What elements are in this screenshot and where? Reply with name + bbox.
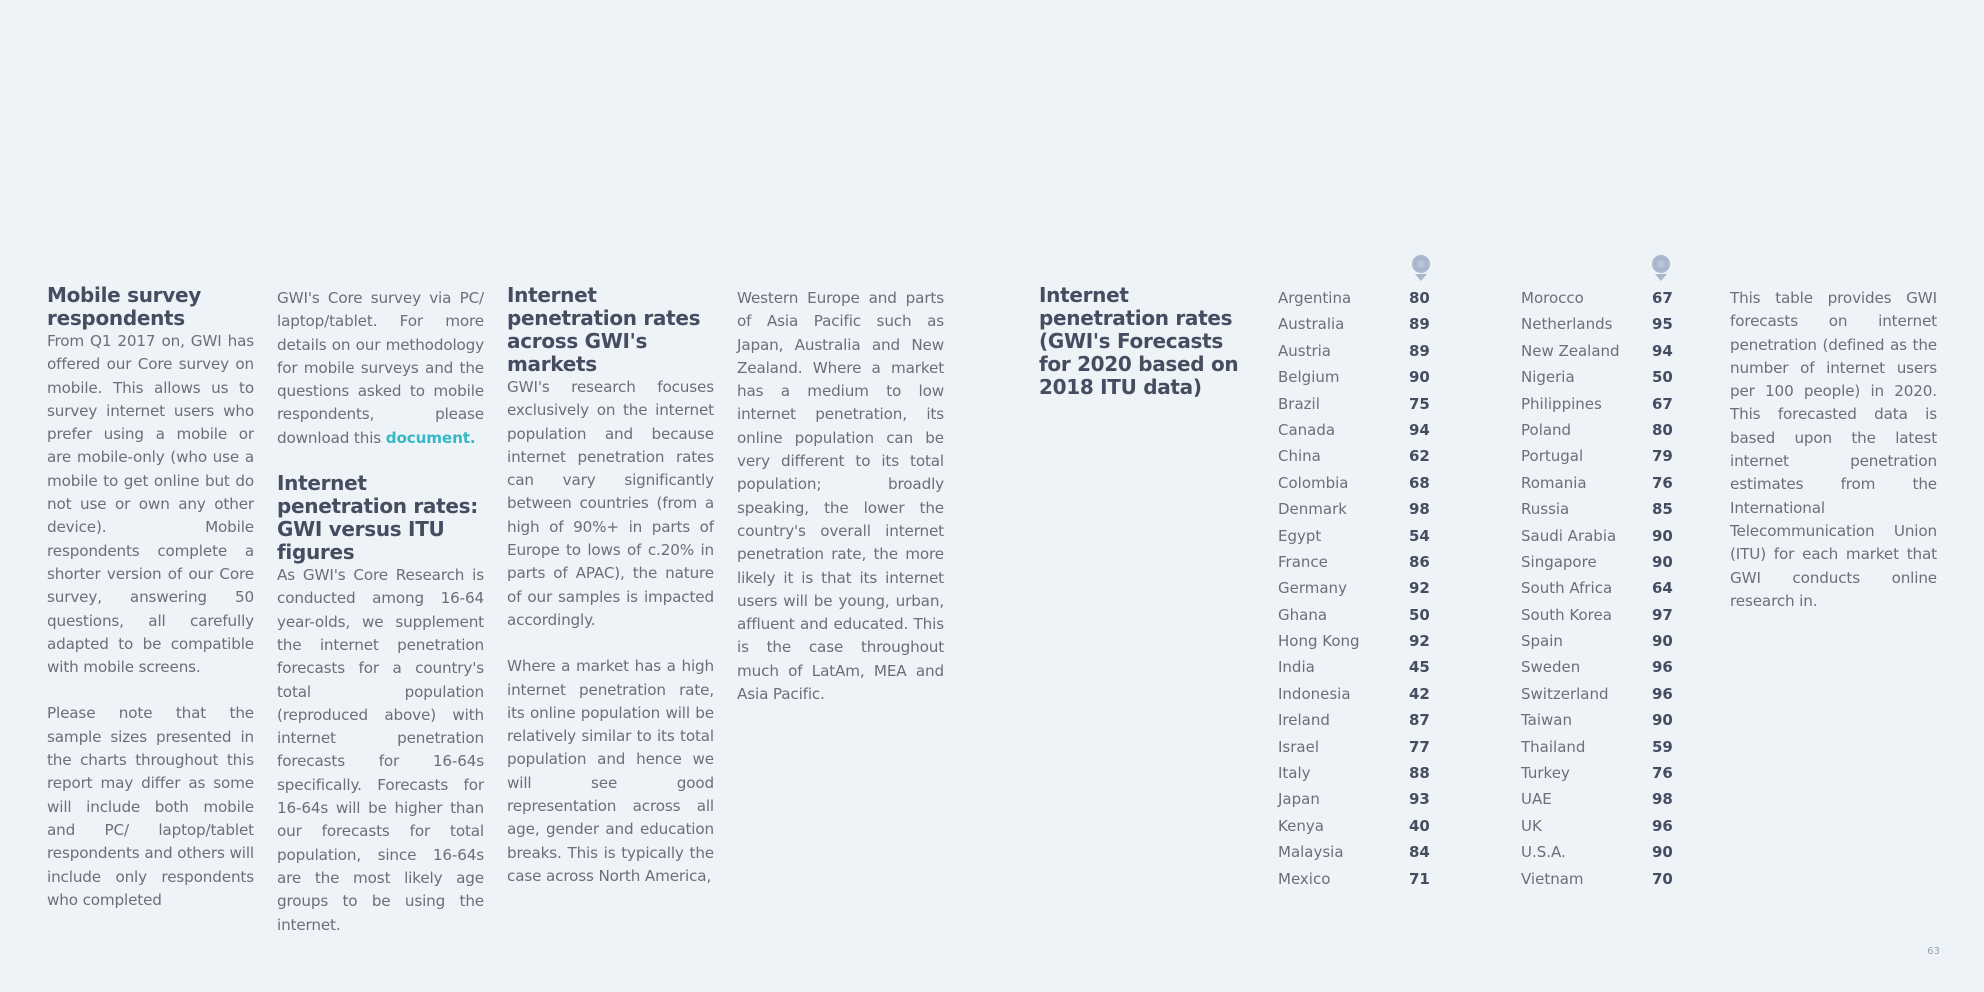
table-row — [1521, 313, 1681, 339]
country-name: Netherlands — [1521, 315, 1613, 334]
table-row — [1521, 577, 1681, 603]
country-name: Philippines — [1521, 394, 1602, 413]
table-row — [1521, 604, 1681, 630]
country-name: Romania — [1521, 473, 1587, 492]
country-name: Israel — [1278, 737, 1319, 756]
country-name: Japan — [1278, 790, 1320, 809]
table-row — [1521, 841, 1681, 867]
table-heading-block — [1039, 284, 1239, 399]
country-name: UAE — [1521, 790, 1552, 809]
table-heading: Internet penetration rates (GWI's Forecasts for 2020 based on 2018 ITU data) — [1039, 283, 1239, 399]
country-name: Saudi Arabia — [1521, 526, 1617, 545]
penetration-value: 80 — [1409, 289, 1430, 307]
country-name: Hong Kong — [1278, 632, 1360, 651]
penetration-value: 90 — [1652, 632, 1673, 651]
table-row — [1278, 551, 1438, 577]
table-row — [1278, 656, 1438, 682]
paragraph: Western Europe and parts of Asia Pacific such as Japan, Australia and New Zealand. Where a market has a medium to low internet penetration, its online population can be very different to its total population; broadly speaking, the lower the country's overall internet penetration rate, the more likely it is that its internet users will be young, urban, affluent and educated. This is the case throughout much of LatAm, MEA and Asia Pacific. — [737, 289, 944, 704]
table-row — [1521, 445, 1681, 471]
country-name: Denmark — [1278, 500, 1347, 519]
table-row — [1278, 498, 1438, 524]
country-name: Egypt — [1278, 526, 1322, 545]
country-name: Morocco — [1521, 289, 1584, 307]
penetration-value: 87 — [1409, 711, 1430, 730]
paragraph: Where a market has a high internet penetration rate, its online population will be relatively similar to its total population and hence we will see good representation across all age, gender and education breaks. This is typically the case across North America, — [507, 657, 714, 885]
table-row — [1278, 366, 1438, 392]
document-link[interactable]: document. — [385, 428, 476, 447]
penetration-value: 90 — [1652, 552, 1673, 571]
table-row — [1278, 525, 1438, 551]
penetration-value: 59 — [1652, 737, 1673, 756]
table-row — [1521, 709, 1681, 735]
country-name: Mexico — [1278, 869, 1331, 888]
penetration-value: 88 — [1409, 764, 1430, 783]
page-number: 63 — [1927, 946, 1940, 957]
table-row — [1278, 788, 1438, 814]
country-name: Taiwan — [1521, 711, 1573, 730]
paragraph: From Q1 2017 on, GWI has offered our Core survey on mobile. This allows us to survey internet users who prefer using a mobile or are mobile-only (who use a mobile to get online but do not use or own any other device). Mobile respondents complete a shorter version of our Core survey, answering 50 questions, all carefully adapted to be compatible with mobile screens. — [47, 332, 254, 677]
country-name: Sweden — [1521, 658, 1581, 677]
table-row — [1278, 736, 1438, 762]
country-name: New Zealand — [1521, 341, 1620, 360]
penetration-value: 93 — [1409, 790, 1430, 809]
table-row — [1521, 340, 1681, 366]
table-row — [1278, 604, 1438, 630]
country-name: Ghana — [1278, 605, 1328, 624]
table-row — [1521, 419, 1681, 445]
penetration-value: 40 — [1409, 816, 1430, 835]
paragraph: As GWI's Core Research is conducted among 16-64 year-olds, we supplement the internet penetration forecasts for a country's total population (reproduced above) with internet penetration forecasts for 16-64s specifically. Forecasts for 16-64s will be higher than our forecasts for total population, since 16-64s are the most likely age groups to be using the internet. — [277, 566, 484, 934]
table-row — [1521, 868, 1681, 894]
table-row — [1278, 445, 1438, 471]
penetration-value: 67 — [1652, 394, 1673, 413]
penetration-value: 42 — [1409, 684, 1430, 703]
penetration-value: 79 — [1652, 447, 1673, 466]
table-row — [1521, 630, 1681, 656]
heading-gwi-vs-itu: Internet penetration rates: GWI versus ITU figures — [277, 471, 478, 565]
penetration-value: 98 — [1652, 790, 1673, 809]
penetration-value: 92 — [1409, 632, 1430, 651]
column-mobile-survey — [47, 284, 254, 912]
table-note: This table provides GWI forecasts on internet penetration (defined as the number of internet users per 100 people) in 2020. This forecasted data is based upon the latest internet penetration estimates from the International Telecommunication Union (ITU) for each market that GWI conducts online research in. — [1730, 289, 1937, 610]
table-row — [1521, 815, 1681, 841]
table-row — [1278, 340, 1438, 366]
table-row — [1278, 709, 1438, 735]
penetration-value: 96 — [1652, 658, 1673, 677]
table-row — [1278, 683, 1438, 709]
country-name: Switzerland — [1521, 684, 1609, 703]
country-name: Singapore — [1521, 552, 1597, 571]
country-name: Spain — [1521, 632, 1563, 651]
penetration-value: 75 — [1409, 394, 1430, 413]
country-name: Portugal — [1521, 447, 1584, 466]
penetration-value: 64 — [1652, 579, 1673, 598]
penetration-value: 89 — [1409, 315, 1430, 334]
table-row — [1521, 393, 1681, 419]
table-row — [1278, 868, 1438, 894]
penetration-value: 94 — [1409, 420, 1430, 439]
penetration-value: 94 — [1652, 341, 1673, 360]
location-pin-icon — [1650, 254, 1672, 282]
country-name: India — [1278, 658, 1315, 677]
penetration-value: 85 — [1652, 500, 1673, 519]
column-methodology — [277, 287, 484, 937]
penetration-value: 45 — [1409, 658, 1430, 677]
table-row — [1521, 683, 1681, 709]
table-row — [1521, 472, 1681, 498]
column-penetration-rates — [507, 284, 714, 888]
table-row — [1278, 815, 1438, 841]
country-name: Colombia — [1278, 473, 1349, 492]
table-row — [1521, 366, 1681, 392]
penetration-value: 95 — [1652, 315, 1673, 334]
table-row — [1278, 313, 1438, 339]
country-name: Nigeria — [1521, 368, 1575, 387]
penetration-value: 71 — [1409, 869, 1430, 888]
country-name: Argentina — [1278, 289, 1352, 307]
country-name: France — [1278, 552, 1328, 571]
penetration-value: 54 — [1409, 526, 1430, 545]
penetration-value: 90 — [1652, 526, 1673, 545]
country-name: Austria — [1278, 341, 1331, 360]
penetration-value: 92 — [1409, 579, 1430, 598]
table-row — [1278, 287, 1438, 313]
paragraph: GWI's research focuses exclusively on the internet population and because internet penetration rates can vary significantly between countries (from a high of 90%+ in parts of Europe to lows of c.20% in parts of APAC), the nature of our samples is impacted accordingly. — [507, 378, 714, 629]
table-row — [1278, 762, 1438, 788]
country-name: Vietnam — [1521, 869, 1584, 888]
penetration-value: 84 — [1409, 843, 1430, 862]
country-name: Australia — [1278, 315, 1345, 334]
country-name: South Africa — [1521, 579, 1613, 598]
penetration-value: 50 — [1652, 368, 1673, 387]
table-note-column — [1730, 287, 1937, 613]
table-row — [1521, 762, 1681, 788]
heading-penetration-rates: Internet penetration rates across GWI's markets — [507, 283, 701, 376]
paragraph-text: GWI's Core survey via PC/ laptop/tablet. For more details on our methodology for mobile surveys and the questions asked to mobile respondents, please download this — [277, 289, 484, 447]
penetration-value: 98 — [1409, 500, 1430, 519]
penetration-value: 86 — [1409, 552, 1430, 571]
penetration-value: 67 — [1652, 289, 1673, 307]
country-name: Thailand — [1521, 737, 1586, 756]
country-name: Belgium — [1278, 368, 1340, 387]
country-name: Turkey — [1521, 764, 1570, 783]
penetration-value: 96 — [1652, 684, 1673, 703]
table-row — [1521, 525, 1681, 551]
penetration-value: 50 — [1409, 605, 1430, 624]
penetration-table-right — [1521, 287, 1681, 894]
country-name: Russia — [1521, 500, 1570, 519]
country-name: Poland — [1521, 420, 1572, 439]
paragraph — [277, 287, 484, 450]
country-name: Kenya — [1278, 816, 1324, 835]
country-name: UK — [1521, 816, 1542, 835]
country-name: Ireland — [1278, 711, 1330, 730]
penetration-value: 90 — [1652, 843, 1673, 862]
country-name: Italy — [1278, 764, 1311, 783]
table-row — [1521, 287, 1681, 313]
country-name: Canada — [1278, 420, 1336, 439]
table-row — [1278, 577, 1438, 603]
penetration-value: 90 — [1409, 368, 1430, 387]
location-pin-icon — [1410, 254, 1432, 282]
country-name: South Korea — [1521, 605, 1612, 624]
penetration-table-left — [1278, 287, 1438, 894]
country-name: U.S.A. — [1521, 843, 1566, 862]
penetration-value: 68 — [1409, 473, 1430, 492]
penetration-value: 62 — [1409, 447, 1430, 466]
paragraph: Please note that the sample sizes presented in the charts throughout this report may differ as some will include both mobile and PC/ laptop/tablet respondents and others will include only respondents who completed — [47, 704, 254, 909]
table-row — [1278, 841, 1438, 867]
table-row — [1278, 393, 1438, 419]
table-row — [1278, 419, 1438, 445]
country-name: Germany — [1278, 579, 1347, 598]
column-continued — [737, 287, 944, 706]
country-name: Indonesia — [1278, 684, 1351, 703]
country-name: Brazil — [1278, 394, 1320, 413]
penetration-value: 97 — [1652, 605, 1673, 624]
table-row — [1278, 472, 1438, 498]
country-name: China — [1278, 447, 1321, 466]
country-name: Malaysia — [1278, 843, 1344, 862]
penetration-value: 80 — [1652, 420, 1673, 439]
table-row — [1521, 551, 1681, 577]
table-row — [1521, 736, 1681, 762]
penetration-value: 76 — [1652, 473, 1673, 492]
table-row — [1521, 788, 1681, 814]
penetration-value: 89 — [1409, 341, 1430, 360]
penetration-value: 70 — [1652, 869, 1673, 888]
penetration-value: 96 — [1652, 816, 1673, 835]
table-row — [1521, 656, 1681, 682]
penetration-value: 76 — [1652, 764, 1673, 783]
table-row — [1521, 498, 1681, 524]
penetration-value: 90 — [1652, 711, 1673, 730]
table-row — [1278, 630, 1438, 656]
heading-mobile-survey: Mobile survey respondents — [47, 283, 201, 330]
penetration-value: 77 — [1409, 737, 1430, 756]
